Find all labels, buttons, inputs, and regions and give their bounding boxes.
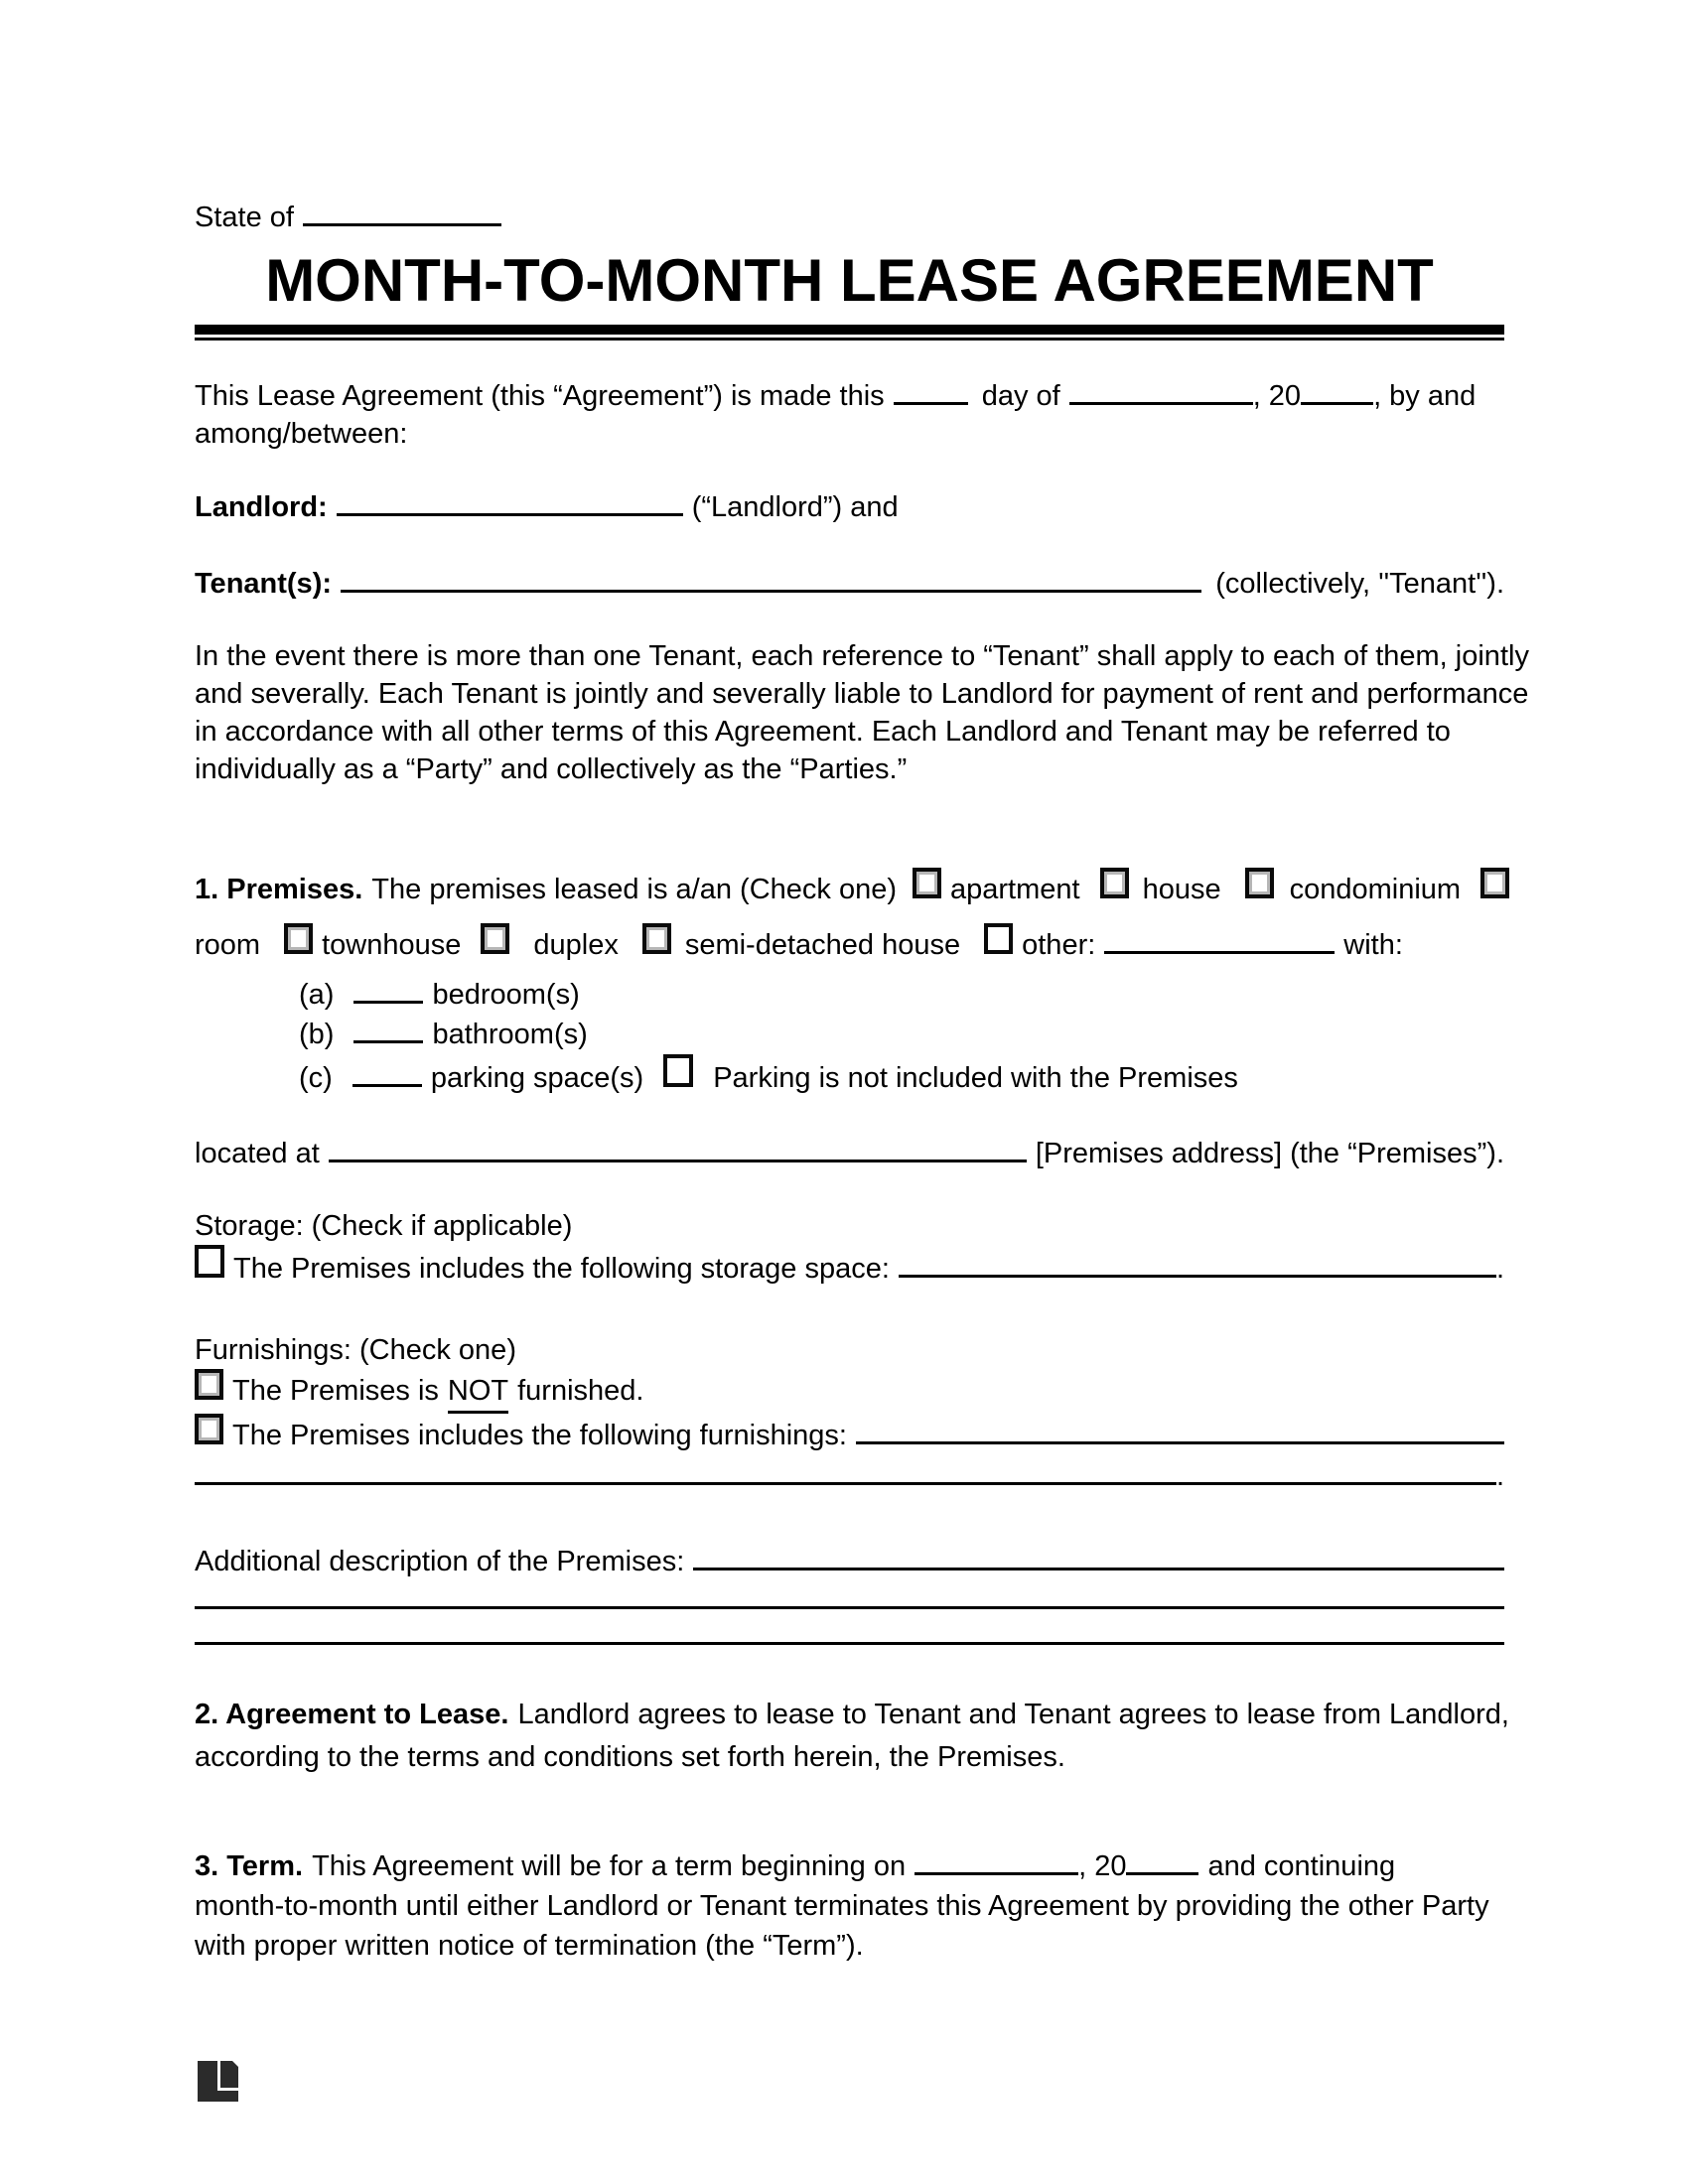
month-blank[interactable] [1069,402,1253,405]
section2-heading: 2. Agreement to Lease. [195,1699,509,1730]
legal-templates-logo-icon [198,2061,238,2102]
tenant-suffix: (collectively, ''Tenant''). [1215,568,1504,600]
parking-row [299,1054,1504,1098]
section3-line-2: month-to-month until either Landlord or Tenant terminates this Agreement by providing the other Party [195,1890,1489,1922]
furnishings-blank[interactable] [856,1441,1504,1444]
storage-heading: Storage: (Check if applicable) [195,1210,573,1242]
additional-description-line [195,1543,1504,1580]
page-title: MONTH-TO-MONTH LEASE AGREEMENT [265,247,1434,314]
condominium-label: condominium [1289,874,1462,905]
not-furnished-post: furnished. [517,1375,644,1407]
furnishings-blank-line-2[interactable] [195,1482,1496,1485]
term-year-blank[interactable] [1126,1872,1198,1875]
checkbox-townhouse[interactable] [284,923,313,954]
checkbox-semi-detached-house[interactable] [642,923,671,954]
bedrooms-row [299,975,1504,1015]
located-line [195,1135,1504,1172]
checkbox-furnished[interactable] [195,1414,223,1444]
house-label: house [1142,874,1221,905]
bedrooms-blank[interactable] [353,1001,423,1004]
additional-blank-line-2[interactable] [195,1580,1504,1609]
checkbox-room[interactable] [1480,868,1509,898]
day-blank[interactable] [894,402,968,405]
section3-line-1 [195,1846,1504,1886]
not-furnished-not: NOT [448,1372,508,1414]
not-furnished-row [195,1369,1504,1414]
intro-text: This Lease Agreement (this “Agreement”) is made this [195,380,885,412]
premises-lead: The premises leased is a/an (Check one) [371,874,897,905]
state-line [195,199,1504,236]
section2-line-2: according to the terms and conditions set forth herein, the Premises. [195,1741,1065,1773]
checkbox-duplex[interactable] [481,923,509,954]
joint-line-4: individually as a “Party” and collectively as the “Parties.” [195,753,908,785]
checkbox-storage[interactable] [195,1245,224,1278]
not-furnished-pre: The Premises is [232,1375,439,1407]
premises-detail-list [195,975,1504,1098]
title-divider [195,325,1504,341]
year-blank[interactable] [1301,402,1373,405]
checkbox-other[interactable] [984,923,1013,954]
furnishings-continuation-row [195,1454,1504,1498]
section2-text-1: Landlord agrees to lease to Tenant and Tenant agrees to lease from Landlord, [517,1699,1509,1730]
tenant-label: Tenant(s): [195,568,333,600]
additional-blank-line-3[interactable] [195,1609,1504,1645]
additional-description-label: Additional description of the Premises: [195,1546,685,1577]
joint-line-2: and severally. Each Tenant is jointly and severally liable to Landlord for payment of rent and performance [195,678,1529,710]
tenant-line [195,565,1504,603]
premises-line-2 [195,917,1504,973]
bathrooms-row [299,1015,1504,1054]
other-label: other: [1022,929,1096,961]
joint-line-1: In the event there is more than one Tenant, each reference to “Tenant” shall apply to each of them, jointly [195,640,1529,672]
located-suffix: [Premises address] (the “Premises”). [1035,1138,1504,1169]
section3-text-1: This Agreement will be for a term beginning on [312,1850,907,1882]
landlord-name-blank[interactable] [337,513,683,516]
section3-line-3: with proper written notice of termination (the “Term”). [195,1930,864,1962]
storage-period: . [1495,1253,1504,1285]
bathrooms-blank[interactable] [353,1040,423,1043]
furnished-label: The Premises includes the following furnishings: [232,1420,847,1451]
by-and-text: , by and [1373,380,1477,412]
located-label: located at [195,1138,320,1169]
section2-line-1 [195,1694,1509,1736]
agreement-to-lease-section [195,1694,1509,1779]
year-prefix: , 20 [1252,380,1302,412]
with-label: with: [1343,929,1403,961]
term-year-prefix: , 20 [1078,1850,1127,1882]
semi-detached-label: semi-detached house [684,929,961,961]
storage-option-label: The Premises includes the following storage space: [233,1253,890,1285]
item-c-prefix: (c) [299,1062,333,1094]
other-blank[interactable] [1104,951,1335,954]
checkbox-no-parking[interactable] [663,1054,693,1087]
section3-heading: 3. Term. [195,1850,304,1882]
intro-line-2: among/between: [195,418,408,450]
landlord-suffix: (“Landlord”) and [691,491,899,523]
day-of-label: day of [981,380,1060,412]
checkbox-not-furnished[interactable] [195,1369,223,1400]
intro-line-1 [195,377,1504,415]
furnishings-period: . [1495,1460,1504,1492]
checkbox-condominium[interactable] [1245,868,1274,898]
term-start-blank[interactable] [914,1872,1078,1875]
item-b-prefix: (b) [299,1019,335,1050]
premises-heading: 1. Premises. [195,874,363,905]
term-section [195,1846,1504,1966]
item-a-prefix: (a) [299,979,335,1011]
premises-section [195,862,1504,973]
intro-paragraph [195,377,1504,453]
bedrooms-label: bedroom(s) [432,979,580,1011]
furnished-row [195,1414,1504,1454]
duplex-label: duplex [533,929,619,961]
additional-description-blank[interactable] [693,1568,1504,1570]
parking-label: parking space(s) [430,1062,644,1094]
section3-text-2: and continuing [1207,1850,1396,1882]
storage-space-blank[interactable] [899,1275,1496,1278]
room-label: room [195,929,261,961]
tenant-name-blank[interactable] [341,590,1201,593]
joint-line-3: in accordance with all other terms of this Agreement. Each Landlord and Tenant may be referred to [195,716,1451,748]
townhouse-label: townhouse [322,929,462,961]
checkbox-apartment[interactable] [913,868,941,898]
landlord-label: Landlord: [195,491,328,523]
landlord-line [195,488,1504,526]
storage-option-row [195,1245,1504,1288]
bathrooms-label: bathroom(s) [432,1019,588,1050]
checkbox-house[interactable] [1100,868,1129,898]
apartment-label: apartment [950,874,1080,905]
state-blank[interactable] [303,223,501,226]
premises-address-blank[interactable] [329,1160,1027,1162]
furnishings-heading: Furnishings: (Check one) [195,1334,516,1366]
joint-liability-paragraph [195,637,1529,788]
no-parking-note: Parking is not included with the Premises [713,1062,1238,1094]
premises-line-1 [195,862,1504,917]
parking-blank[interactable] [352,1084,422,1087]
state-label: State of [195,202,294,233]
